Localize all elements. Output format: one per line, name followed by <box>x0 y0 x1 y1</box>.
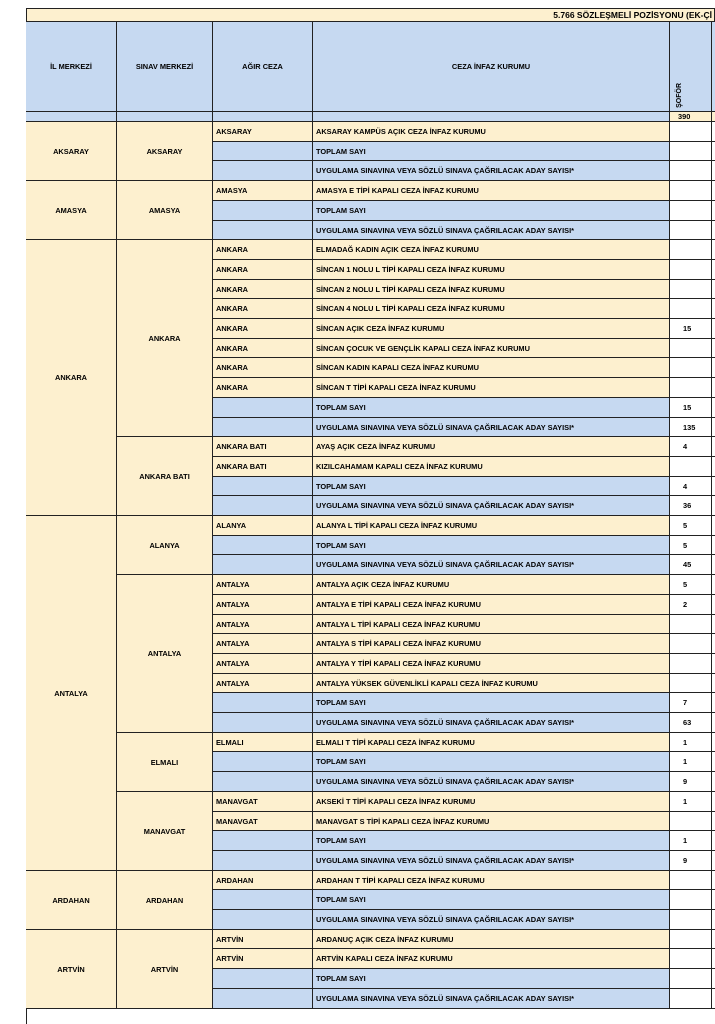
subheader-kurum <box>313 112 670 122</box>
summary-label: TOPLAM SAYI <box>313 752 670 772</box>
sofor-value <box>670 615 712 634</box>
agir-ceza-cell: ARTVİN <box>213 930 313 949</box>
agir-ceza-cell <box>213 496 313 516</box>
agir-ceza-cell: ANKARA <box>213 319 313 339</box>
sofor-value: 1 <box>670 752 712 772</box>
sofor-value: 9 <box>670 851 712 871</box>
sofor-value <box>670 949 712 969</box>
agir-ceza-cell: ANKARA <box>213 280 313 299</box>
sinav-merkezi-cell: ANKARA BATI <box>117 437 213 516</box>
agir-ceza-cell: ANKARA <box>213 339 313 358</box>
agir-ceza-cell: ANKARA BATI <box>213 457 313 477</box>
sofor-value <box>670 989 712 1009</box>
sofor-value: 7 <box>670 693 712 713</box>
ceza-infaz-kurumu-name: ANTALYA AÇIK CEZA İNFAZ KURUMU <box>313 575 670 595</box>
agir-ceza-cell <box>213 851 313 871</box>
agir-ceza-cell: ARDAHAN <box>213 871 313 890</box>
sofor-value <box>670 674 712 693</box>
sofor-value <box>670 871 712 890</box>
summary-label: UYGULAMA SINAVINA VEYA SÖZLÜ SINAVA ÇAĞRILACAK ADAY SAYISI* <box>313 772 670 792</box>
agir-ceza-cell <box>213 477 313 496</box>
summary-label: UYGULAMA SINAVINA VEYA SÖZLÜ SINAVA ÇAĞRILACAK ADAY SAYISI* <box>313 989 670 1009</box>
header-sinav-merkezi: SINAV MERKEZİ <box>117 22 213 112</box>
agir-ceza-cell <box>213 161 313 181</box>
header-sofor <box>670 22 712 112</box>
summary-label: TOPLAM SAYI <box>313 831 670 851</box>
agir-ceza-cell: ANTALYA <box>213 654 313 674</box>
ceza-infaz-kurumu-name: KIZILCAHAMAM KAPALI CEZA İNFAZ KURUMU <box>313 457 670 477</box>
il-merkezi-cell: ANKARA <box>26 240 117 516</box>
sofor-value <box>670 142 712 161</box>
sofor-value <box>670 890 712 910</box>
sinav-merkezi-cell: ANKARA <box>117 240 213 437</box>
sofor-value <box>670 654 712 674</box>
ceza-infaz-kurumu-name: SİNCAN 2 NOLU L TİPİ KAPALI CEZA İNFAZ KURUMU <box>313 280 670 299</box>
ceza-infaz-kurumu-name: ELMALI T TİPİ KAPALI CEZA İNFAZ KURUMU <box>313 733 670 752</box>
sofor-value: 15 <box>670 319 712 339</box>
header-il-merkezi: İL MERKEZİ <box>26 22 117 112</box>
sofor-value <box>670 221 712 240</box>
summary-label: TOPLAM SAYI <box>313 477 670 496</box>
agir-ceza-cell: ANTALYA <box>213 575 313 595</box>
sinav-merkezi-cell: ELMALI <box>117 733 213 792</box>
subheader-il <box>26 112 117 122</box>
il-merkezi-cell: ARTVİN <box>26 930 117 1009</box>
ceza-infaz-kurumu-name: AKSEKİ T TİPİ KAPALI CEZA İNFAZ KURUMU <box>313 792 670 812</box>
agir-ceza-cell: ANTALYA <box>213 615 313 634</box>
sofor-value <box>670 378 712 398</box>
agir-ceza-cell <box>213 398 313 418</box>
ceza-infaz-kurumu-name: SİNCAN ÇOCUK VE GENÇLİK KAPALI CEZA İNFAZ KURUMU <box>313 339 670 358</box>
ceza-infaz-kurumu-name: AMASYA E TİPİ KAPALI CEZA İNFAZ KURUMU <box>313 181 670 201</box>
sinav-merkezi-cell: ARTVİN <box>117 930 213 1009</box>
ceza-infaz-kurumu-name: SİNCAN 1 NOLU L TİPİ KAPALI CEZA İNFAZ KURUMU <box>313 260 670 280</box>
ceza-infaz-kurumu-name: ANTALYA E TİPİ KAPALI CEZA İNFAZ KURUMU <box>313 595 670 615</box>
sofor-value: 63 <box>670 713 712 733</box>
summary-label: TOPLAM SAYI <box>313 142 670 161</box>
sofor-total: 390 <box>670 112 712 122</box>
ceza-infaz-kurumu-name: ARTVİN KAPALI CEZA İNFAZ KURUMU <box>313 949 670 969</box>
summary-label: UYGULAMA SINAVINA VEYA SÖZLÜ SINAVA ÇAĞRILACAK ADAY SAYISI* <box>313 851 670 871</box>
agir-ceza-cell <box>213 693 313 713</box>
summary-label: UYGULAMA SINAVINA VEYA SÖZLÜ SINAVA ÇAĞRILACAK ADAY SAYISI* <box>313 161 670 181</box>
sofor-value <box>670 161 712 181</box>
sinav-merkezi-cell: ALANYA <box>117 516 213 575</box>
summary-label: UYGULAMA SINAVINA VEYA SÖZLÜ SINAVA ÇAĞRILACAK ADAY SAYISI* <box>313 221 670 240</box>
agir-ceza-cell: ANKARA <box>213 378 313 398</box>
summary-label: UYGULAMA SINAVINA VEYA SÖZLÜ SINAVA ÇAĞRILACAK ADAY SAYISI* <box>313 418 670 437</box>
agir-ceza-cell <box>213 969 313 989</box>
summary-label: TOPLAM SAYI <box>313 693 670 713</box>
summary-label: UYGULAMA SINAVINA VEYA SÖZLÜ SINAVA ÇAĞRILACAK ADAY SAYISI* <box>313 496 670 516</box>
ceza-infaz-kurumu-name: ARDAHAN T TİPİ KAPALI CEZA İNFAZ KURUMU <box>313 871 670 890</box>
sofor-value: 5 <box>670 516 712 536</box>
agir-ceza-cell: ARTVİN <box>213 949 313 969</box>
sofor-value: 1 <box>670 831 712 851</box>
agir-ceza-cell <box>213 555 313 575</box>
ceza-infaz-kurumu-name: AKSARAY KAMPÜS AÇIK CEZA İNFAZ KURUMU <box>313 122 670 142</box>
sofor-value <box>670 240 712 260</box>
ceza-infaz-kurumu-name: ARDANUÇ AÇIK CEZA İNFAZ KURUMU <box>313 930 670 949</box>
ceza-infaz-kurumu-name: SİNCAN AÇIK CEZA İNFAZ KURUMU <box>313 319 670 339</box>
agir-ceza-cell <box>213 142 313 161</box>
agir-ceza-cell <box>213 221 313 240</box>
agir-ceza-cell: ANTALYA <box>213 595 313 615</box>
sofor-value <box>670 910 712 930</box>
sofor-value <box>670 299 712 319</box>
summary-label: UYGULAMA SINAVINA VEYA SÖZLÜ SINAVA ÇAĞRILACAK ADAY SAYISI* <box>313 713 670 733</box>
ceza-infaz-kurumu-name: ANTALYA YÜKSEK GÜVENLİKLİ KAPALI CEZA İNFAZ KURUMU <box>313 674 670 693</box>
sinav-merkezi-cell: ANTALYA <box>117 575 213 733</box>
ceza-infaz-kurumu-name: AYAŞ AÇIK CEZA İNFAZ KURUMU <box>313 437 670 457</box>
sofor-value <box>670 930 712 949</box>
sofor-value <box>670 339 712 358</box>
agir-ceza-cell <box>213 418 313 437</box>
ceza-infaz-kurumu-name: SİNCAN 4 NOLU L TİPİ KAPALI CEZA İNFAZ KURUMU <box>313 299 670 319</box>
subheader-sinav <box>117 112 213 122</box>
agir-ceza-cell <box>213 752 313 772</box>
agir-ceza-cell: ANKARA BATI <box>213 437 313 457</box>
sofor-value <box>670 812 712 831</box>
sinav-merkezi-cell: ARDAHAN <box>117 871 213 930</box>
sinav-merkezi-cell: AMASYA <box>117 181 213 240</box>
sofor-value <box>670 358 712 378</box>
sofor-value <box>670 457 712 477</box>
agir-ceza-cell <box>213 831 313 851</box>
il-merkezi-cell: ANTALYA <box>26 516 117 871</box>
sofor-value: 5 <box>670 536 712 555</box>
sofor-value <box>670 181 712 201</box>
header-agir-ceza: AĞIR CEZA <box>213 22 313 112</box>
sheet-title: 5.766 SÖZLEŞMELİ POZİSYONU (EK-Çİ <box>26 8 715 22</box>
agir-ceza-cell <box>213 713 313 733</box>
sofor-value: 36 <box>670 496 712 516</box>
subheader-agir <box>213 112 313 122</box>
agir-ceza-cell <box>213 772 313 792</box>
sofor-value: 1 <box>670 733 712 752</box>
agir-ceza-cell <box>213 890 313 910</box>
agir-ceza-cell: ANTALYA <box>213 674 313 693</box>
summary-label: TOPLAM SAYI <box>313 398 670 418</box>
agir-ceza-cell: ANKARA <box>213 240 313 260</box>
sofor-value: 135 <box>670 418 712 437</box>
ceza-infaz-kurumu-name: ANTALYA S TİPİ KAPALI CEZA İNFAZ KURUMU <box>313 634 670 654</box>
agir-ceza-cell <box>213 910 313 930</box>
agir-ceza-cell: ANKARA <box>213 299 313 319</box>
sofor-value <box>670 122 712 142</box>
summary-label: TOPLAM SAYI <box>313 969 670 989</box>
agir-ceza-cell <box>213 201 313 221</box>
agir-ceza-cell: ANKARA <box>213 358 313 378</box>
sofor-value <box>670 634 712 654</box>
ceza-infaz-kurumu-name: ALANYA L TİPİ KAPALI CEZA İNFAZ KURUMU <box>313 516 670 536</box>
agir-ceza-cell: MANAVGAT <box>213 792 313 812</box>
agir-ceza-cell: ANTALYA <box>213 634 313 654</box>
summary-label: UYGULAMA SINAVINA VEYA SÖZLÜ SINAVA ÇAĞRILACAK ADAY SAYISI* <box>313 910 670 930</box>
summary-label: UYGULAMA SINAVINA VEYA SÖZLÜ SINAVA ÇAĞRILACAK ADAY SAYISI* <box>313 555 670 575</box>
agir-ceza-cell: ALANYA <box>213 516 313 536</box>
ceza-infaz-kurumu-name: SİNCAN KADIN KAPALI CEZA İNFAZ KURUMU <box>313 358 670 378</box>
ceza-infaz-kurumu-name: MANAVGAT S TİPİ KAPALI CEZA İNFAZ KURUMU <box>313 812 670 831</box>
summary-label: TOPLAM SAYI <box>313 536 670 555</box>
agir-ceza-cell: ANKARA <box>213 260 313 280</box>
agir-ceza-cell <box>213 989 313 1009</box>
sofor-value <box>670 201 712 221</box>
il-merkezi-cell: ARDAHAN <box>26 871 117 930</box>
ceza-infaz-kurumu-name: ANTALYA L TİPİ KAPALI CEZA İNFAZ KURUMU <box>313 615 670 634</box>
sofor-value: 1 <box>670 792 712 812</box>
agir-ceza-cell: ELMALI <box>213 733 313 752</box>
sofor-value: 4 <box>670 437 712 457</box>
sofor-value: 2 <box>670 595 712 615</box>
il-merkezi-cell: AKSARAY <box>26 122 117 181</box>
ceza-infaz-kurumu-name: SİNCAN T TİPİ KAPALI CEZA İNFAZ KURUMU <box>313 378 670 398</box>
agir-ceza-cell: AMASYA <box>213 181 313 201</box>
summary-label: TOPLAM SAYI <box>313 890 670 910</box>
sinav-merkezi-cell: AKSARAY <box>117 122 213 181</box>
sofor-value: 5 <box>670 575 712 595</box>
il-merkezi-cell: AMASYA <box>26 181 117 240</box>
sofor-value <box>670 260 712 280</box>
agir-ceza-cell: MANAVGAT <box>213 812 313 831</box>
header-sofor-label: ŞOFÖR <box>676 83 683 108</box>
sofor-value: 45 <box>670 555 712 575</box>
sofor-value: 15 <box>670 398 712 418</box>
agir-ceza-cell: AKSARAY <box>213 122 313 142</box>
summary-label: TOPLAM SAYI <box>313 201 670 221</box>
sofor-value: 9 <box>670 772 712 792</box>
sofor-value <box>670 969 712 989</box>
sofor-value <box>670 280 712 299</box>
ceza-infaz-kurumu-name: ELMADAĞ KADIN AÇIK CEZA İNFAZ KURUMU <box>313 240 670 260</box>
header-ceza-infaz-kurumu: CEZA İNFAZ KURUMU <box>313 22 670 112</box>
ceza-infaz-kurumu-name: ANTALYA Y TİPİ KAPALI CEZA İNFAZ KURUMU <box>313 654 670 674</box>
sinav-merkezi-cell: MANAVGAT <box>117 792 213 871</box>
sofor-value: 4 <box>670 477 712 496</box>
agir-ceza-cell <box>213 536 313 555</box>
